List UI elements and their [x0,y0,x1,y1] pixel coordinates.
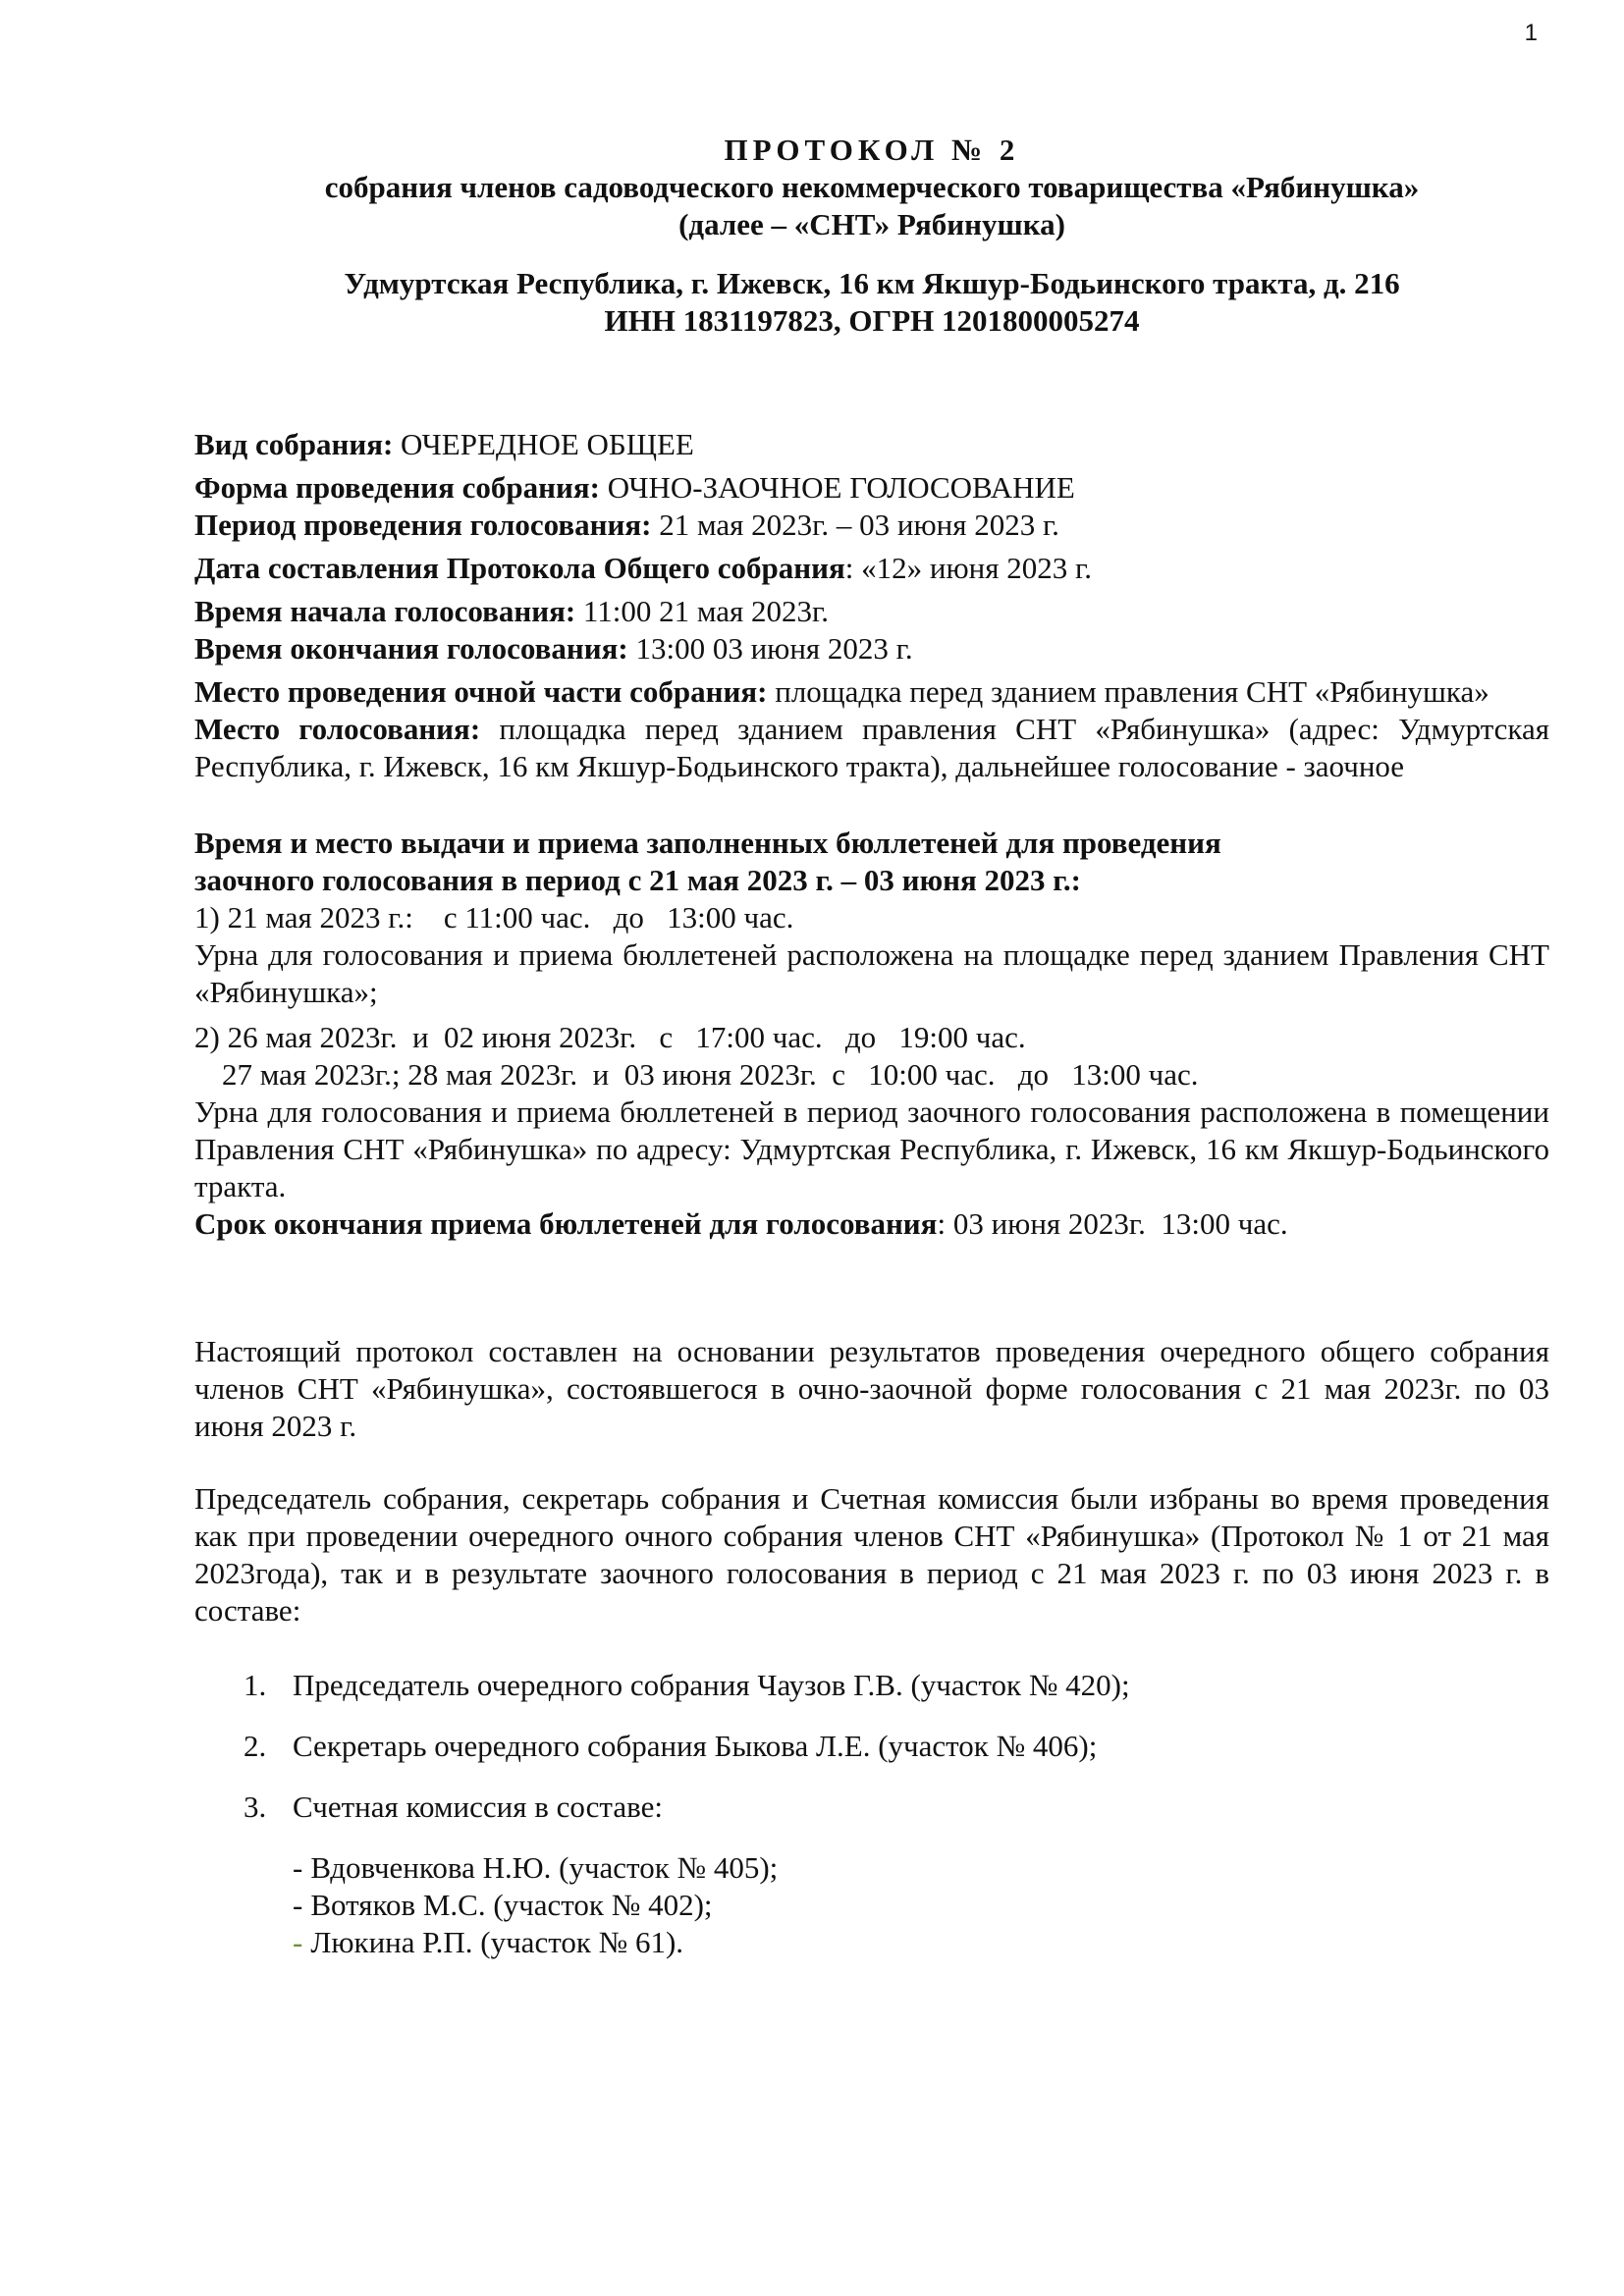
ballots-title-line-1: Время и место выдачи и приема заполненных бюллетеней для проведения [194,826,1221,860]
voting-period [194,507,1549,544]
protocol-basis-paragraph: Настоящий протокол составлен на основании результатов проведения очередного общего собрания членов СНТ «Рябинушка», состоявшегося в очно-заочной форме голосования с 21 мая 2023г. по 03 июня 2023 г. [194,1334,1549,1443]
counting-commission-list [194,1849,1549,1961]
list-item [194,1728,1549,1765]
ballots-title-line-2: заочного голосования в период с 21 мая 2023 г. – 03 июня 2023 г.: [194,863,1081,897]
organization-requisites: ИНН 1831197823, ОГРН 1201800005274 [604,303,1140,338]
voting-end-label: Время окончания голосования: [194,631,628,666]
page-number: 1 [1524,20,1538,46]
elected-officials-paragraph: Председатель собрания, секретарь собрания и Счетная комиссия были избраны во время проведения как при проведении очередного очного собрания членов СНТ «Рябинушка» (Протокол № 1 от 21 мая 2023года), так и в результате заочного голосования в период с 21 мая 2023 г. по 03 июня 2023 г. в составе: [194,1481,1549,1628]
meeting-type-label: Вид собрания: [194,427,394,461]
ballots-deadline [194,1205,1549,1243]
list-item [194,1789,1549,1826]
meeting-form-value: ОЧНО-ЗАОЧНОЕ ГОЛОСОВАНИЕ [599,470,1075,505]
meeting-type-value: ОЧЕРЕДНОЕ ОБЩЕЕ [393,427,694,461]
dash-marker: - [293,1925,303,1959]
voting-period-value: 21 мая 2023г. – 03 июня 2023 г. [651,507,1059,542]
voting-end [194,630,1549,667]
meeting-place-value: площадка перед зданием правления СНТ «Рябинушка» [767,674,1489,709]
commission-member-text: Вдовченкова Н.Ю. (участок № 405); [310,1850,779,1885]
meeting-form-label: Форма проведения собрания: [194,470,600,505]
officials-list [194,1667,1549,1826]
voting-start-value: 11:00 21 мая 2023г. [575,594,830,628]
dash-marker: - [293,1850,303,1885]
commission-member-text: Вотяков М.С. (участок № 402); [310,1888,713,1922]
voting-place-value: площадка перед зданием правления СНТ «Рябинушка» (адрес: Удмуртская Республика, г. Ижевск, 16 км Якшур-Бодьинского тракта), дальнейшее голосование - заочное [194,712,1549,783]
protocol-date-label: Дата составления Протокола Общего собрания [194,551,845,585]
voting-period-label: Период проведения голосования: [194,507,652,542]
commission-member [293,1924,1549,1961]
voting-place-label: Место голосования: [194,712,481,746]
list-item-text: Счетная комиссия в составе: [293,1789,663,1824]
ballots-item-1-note: Урна для голосования и приема бюллетеней расположена на площадке перед зданием Правления СНТ «Рябинушка»; [194,937,1549,1009]
meeting-type [194,426,1549,463]
meeting-subtitle: собрания членов садоводческого некоммерческого товарищества «Рябинушка» [324,170,1420,204]
protocol-date [194,550,1549,587]
voting-place [194,711,1549,785]
voting-end-value: 13:00 03 июня 2023 г. [627,631,913,666]
list-item [194,1667,1549,1704]
voting-start-label: Время начала голосования: [194,594,576,628]
commission-member [293,1887,1549,1924]
organization-short-name: (далее – «СНТ» Рябинушка) [678,207,1065,241]
ballots-section-title [194,825,1549,899]
list-item-number: 2. [244,1729,267,1763]
voting-start [194,593,1549,630]
list-item-number: 3. [244,1789,267,1824]
ballots-item-2-line-2: 27 мая 2023г.; 28 мая 2023г. и 03 июня 2023г. с 10:00 час. до 13:00 час. [222,1057,1199,1092]
dash-marker: - [293,1888,303,1922]
meeting-place [194,673,1549,711]
ballots-deadline-value: : 03 июня 2023г. 13:00 час. [937,1206,1288,1241]
document-header [194,132,1549,340]
commission-member [293,1849,1549,1887]
organization-address: Удмуртская Республика, г. Ижевск, 16 км Якшур-Бодьинского тракта, д. 216 [344,266,1400,300]
document-body [194,426,1549,1961]
protocol-date-value: : «12» июня 2023 г. [844,551,1092,585]
commission-member-text: Люкина Р.П. (участок № 61). [310,1925,684,1959]
meeting-place-label: Место проведения очной части собрания: [194,674,768,709]
protocol-title: ПРОТОКОЛ № 2 [724,133,1020,167]
list-item-text: Председатель очередного собрания Чаузов Г.В. (участок № 420); [293,1668,1130,1702]
list-item-number: 1. [244,1668,267,1702]
ballots-item-1: 1) 21 мая 2023 г.: с 11:00 час. до 13:00 час. [194,900,794,934]
ballots-deadline-label: Срок окончания приема бюллетеней для голосования [194,1206,938,1241]
ballots-item-2-line-1: 2) 26 мая 2023г. и 02 июня 2023г. с 17:00 час. до 19:00 час. [194,1020,1026,1054]
meeting-form [194,469,1549,507]
list-item-text: Секретарь очередного собрания Быкова Л.Е. (участок № 406); [293,1729,1098,1763]
ballots-item-2-note: Урна для голосования и приема бюллетеней в период заочного голосования расположена в помещении Правления СНТ «Рябинушка» по адресу: Удмуртская Республика, г. Ижевск, 16 км Якшур-Бодьинского тракта. [194,1095,1549,1203]
